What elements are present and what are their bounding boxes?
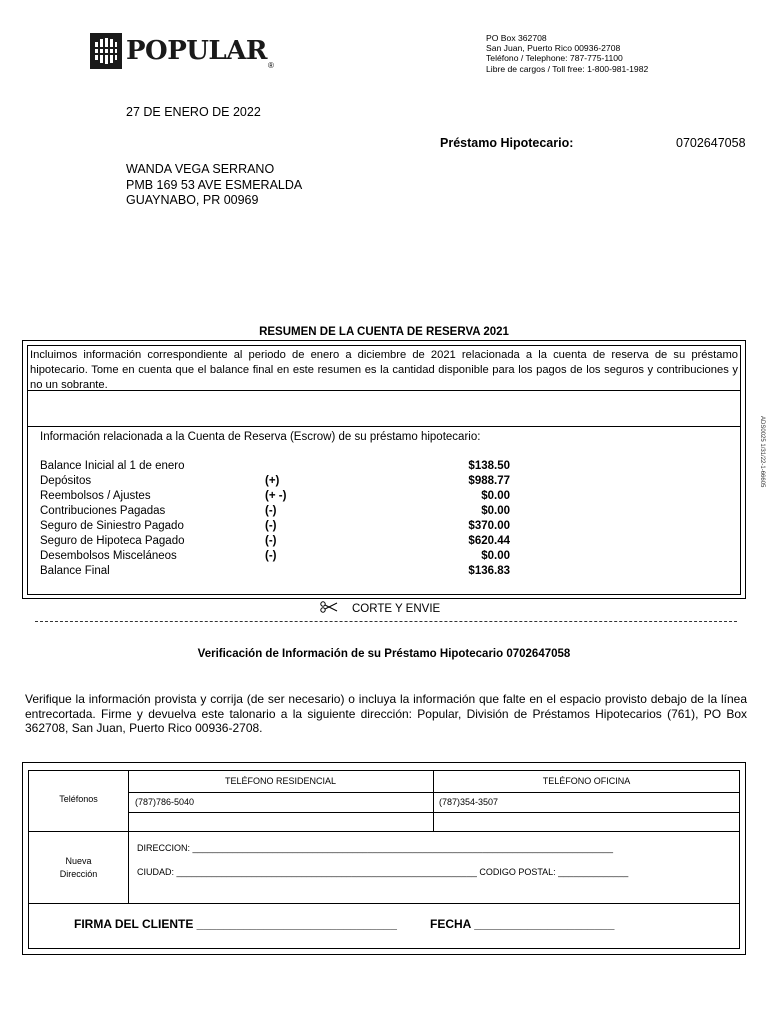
- recipient-line: PMB 169 53 AVE ESMERALDA: [126, 177, 303, 192]
- escrow-label: Desembolsos Misceláneos: [40, 550, 177, 562]
- loan-number: 0702647058: [676, 136, 746, 150]
- escrow-label: Reembolsos / Ajustes: [40, 490, 151, 502]
- address-line: PO Box 362708: [486, 33, 547, 43]
- escrow-value: $620.44: [468, 535, 510, 547]
- loan-label: Préstamo Hipotecario:: [440, 136, 574, 150]
- col-residencial: TELÉFONO RESIDENCIAL: [224, 776, 337, 786]
- escrow-row: [40, 489, 520, 504]
- scissors-icon: [320, 601, 352, 616]
- escrow-row: [40, 549, 520, 564]
- summary-info-heading: Información relacionada a la Cuenta de Reserva (Escrow) de su préstamo hipotecario:: [40, 431, 481, 443]
- verification-text: Verifique la información provista y corrija (de ser necesario) o incluya la información que falte en el espacio provisto debajo de la línea entrecortada. Firme y devuelva este talonario a la siguiente dirección: Popular, División de Préstamos Hipotecarios (761), PO Box 362708, San Juan, Puerto Rico 00936-2708.: [25, 692, 747, 735]
- direccion-field[interactable]: DIRECCION: ____________________________________________________________________________________: [137, 843, 613, 853]
- bank-address: [486, 33, 648, 74]
- address-line: Teléfono / Telephone: 787-775-1100: [486, 53, 623, 64]
- form-divider: [128, 792, 740, 793]
- address-line: San Juan, Puerto Rico 00936-2708: [486, 43, 621, 54]
- summary-blank-row: [27, 390, 741, 427]
- escrow-value: $0.00: [481, 490, 510, 502]
- escrow-value: $370.00: [468, 520, 510, 532]
- escrow-sign: (-): [265, 505, 277, 517]
- col-oficina: TELÉFONO OFICINA: [542, 776, 631, 786]
- summary-intro: Incluimos información correspondiente al periodo de enero a diciembre de 2021 relacionada a la cuenta de reserva de su préstamo hipotecario. Tome en cuenta que el balance final en este resumen es la cantidad disponible para los pagos de los seguros y contribuciones y no un sobrante.: [27, 345, 741, 391]
- verification-title: Verificación de Información de su Préstamo Hipotecario 0702647058: [197, 648, 571, 660]
- escrow-value: $138.50: [468, 460, 510, 472]
- popular-logo: [90, 33, 274, 69]
- escrow-row: [40, 474, 520, 489]
- signature-field[interactable]: FIRMA DEL CLIENTE ______________________________: [74, 917, 397, 931]
- popular-logo-icon: [90, 33, 122, 69]
- cut-instruction: [320, 601, 440, 616]
- escrow-label: Contribuciones Pagadas: [40, 505, 166, 517]
- form-divider: [128, 831, 129, 903]
- escrow-value: $0.00: [481, 550, 510, 562]
- escrow-value: $0.00: [481, 505, 510, 517]
- escrow-sign: (+ -): [265, 490, 287, 502]
- escrow-label: Balance Final: [40, 565, 110, 577]
- telefonos-label: Teléfonos: [59, 794, 98, 804]
- tel-residencial-field[interactable]: (787)786-5040: [135, 797, 195, 807]
- escrow-value: $136.83: [468, 565, 510, 577]
- escrow-row: [40, 534, 520, 549]
- letter-date: 27 DE ENERO DE 2022: [126, 105, 261, 119]
- escrow-row: [40, 519, 520, 534]
- recipient-line: GUAYNABO, PR 00969: [126, 193, 259, 207]
- escrow-sign: (-): [265, 520, 277, 532]
- date-field[interactable]: FECHA _____________________: [430, 917, 615, 931]
- escrow-sign: (-): [265, 535, 277, 547]
- tel-oficina-field[interactable]: (787)354-3507: [439, 797, 499, 807]
- recipient-address: [126, 162, 302, 209]
- registered-mark: ®: [268, 60, 274, 70]
- address-line: Libre de cargos / Toll free: 1-800-981-1982: [486, 63, 649, 74]
- form-divider: [128, 812, 740, 813]
- escrow-label: Seguro de Hipoteca Pagado: [40, 535, 185, 547]
- cut-line: [35, 621, 737, 622]
- escrow-table: [40, 459, 520, 579]
- escrow-label: Seguro de Siniestro Pagado: [40, 520, 184, 532]
- ciudad-field[interactable]: CIUDAD: ____________________________________________________________ CODIGO POSTAL: ______________: [137, 867, 629, 877]
- document-code: ADS0025 1/31/22-1-66605: [759, 416, 765, 488]
- escrow-label: Balance Inicial al 1 de enero: [40, 460, 185, 472]
- escrow-sign: (-): [265, 550, 277, 562]
- cut-label: CORTE Y ENVIE: [352, 602, 441, 615]
- form-divider: [29, 903, 740, 904]
- escrow-value: $988.77: [468, 475, 510, 487]
- form-divider: [29, 831, 740, 832]
- nueva-direccion-label: Nueva Dirección: [59, 856, 98, 879]
- escrow-row: [40, 564, 520, 579]
- escrow-sign: (+): [265, 475, 280, 487]
- escrow-row: [40, 504, 520, 519]
- brand-name: POPULAR: [126, 36, 267, 66]
- escrow-row: [40, 459, 520, 474]
- escrow-label: Depósitos: [40, 475, 92, 487]
- summary-title: RESUMEN DE LA CUENTA DE RESERVA 2021: [259, 326, 509, 338]
- recipient-line: WANDA VEGA SERRANO: [126, 162, 275, 176]
